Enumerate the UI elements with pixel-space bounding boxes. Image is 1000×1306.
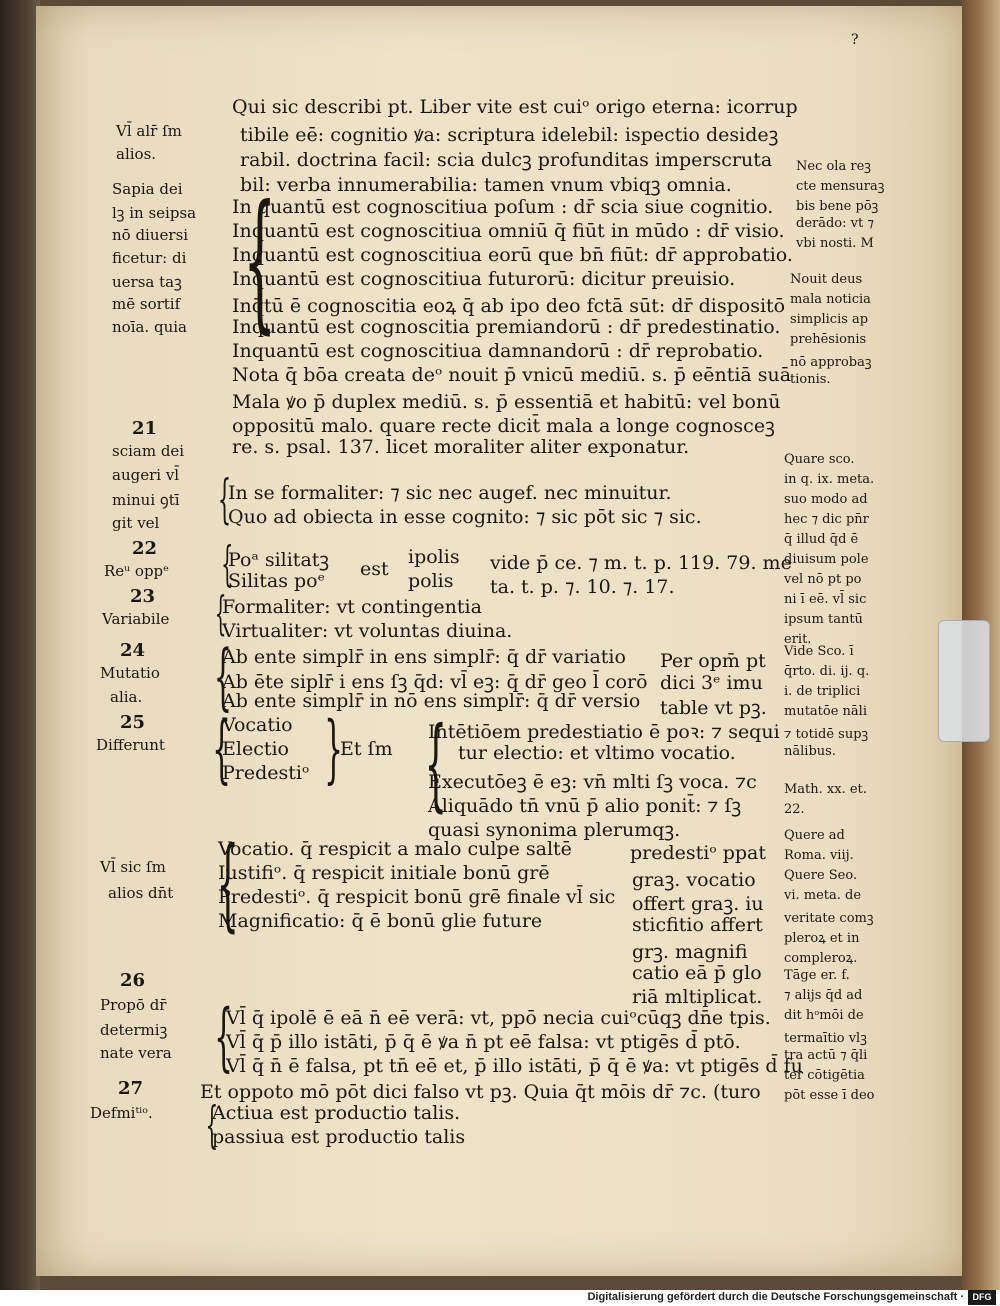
main-line: Silitas poᵉ: [228, 570, 325, 592]
main-line: Nota q̄ bōa creata deᵒ nouit p̄ vnicū mediū. s. p̄ eēntiā suā: [232, 364, 792, 386]
main-line: re. s. psal. 137. licet moraliter aliter exponatur.: [232, 436, 690, 458]
right-note: ⁊ totidē supꝫ: [784, 727, 869, 742]
footer-bar: [0, 1290, 1000, 1306]
main-line: Vocatio: [222, 714, 293, 736]
right-note: ter cōtigētia: [784, 1068, 865, 1083]
left-note: alios dn̄t: [108, 884, 174, 902]
main-line: Inq̄tū ē cognoscitia eoꝝ q̄ ab ipo deo fctā sūt: dr̄ dispositō: [232, 295, 786, 317]
left-note: Variabile: [102, 610, 170, 628]
right-note: diuisum pole: [784, 552, 869, 567]
brace-mark: }: [324, 706, 343, 792]
funding-notice: Digitalisierung gefördert durch die Deutsche Forschungsgemeinschaft ·: [587, 1291, 964, 1303]
main-line: Inquantū est cognoscitia premiandorū : dr̄ predestinatio.: [232, 316, 781, 338]
right-note: termaītio vlꝫ: [784, 1031, 867, 1046]
left-note: sciam dei: [112, 442, 185, 460]
right-note: dit hᵒmōi de: [784, 1008, 864, 1023]
main-line: Inquantū est cognoscitiua damnandorū : dr̄ reprobatio.: [232, 340, 764, 362]
right-note: vi. meta. de: [784, 888, 862, 903]
main-line: ta. t. p. ⁊. 10. ⁊. 17.: [490, 576, 675, 598]
main-line: In quantū est cognoscitiua poſum : dr̄ scia siue cognitio.: [232, 196, 774, 218]
main-line: tur electio: et vltimo vocatio.: [458, 742, 736, 764]
brace-mark: {: [214, 994, 233, 1080]
main-line: Formaliter: vt contingentia: [222, 596, 482, 618]
main-line: graꝫ. vocatio: [632, 869, 756, 891]
right-note: veritate comꝫ: [784, 911, 874, 926]
main-line: Per opm̄ pt: [660, 650, 766, 672]
left-note: Reᵘ oppᵉ: [104, 562, 169, 580]
book-binding: [0, 0, 40, 1290]
section-number: 22: [132, 538, 158, 559]
right-note: Quere ad: [784, 828, 845, 843]
right-note: mala noticia: [790, 292, 871, 307]
main-line: Inquantū est cognoscitiua eorū que bn̄ fiūt: dr̄ approbatio.: [232, 244, 793, 266]
brace-mark: {: [205, 1096, 219, 1154]
brace-mark: {: [221, 536, 234, 592]
right-note: Quere Seo.: [784, 868, 858, 883]
bookmark-clip: [938, 620, 990, 742]
main-line: Iustifiᵒ. q̄ respicit initiale bonū grē: [218, 862, 550, 884]
main-line: Virtualiter: vt voluntas diuina.: [222, 620, 513, 642]
main-line: bil: verba innumerabilia: tamen vnum vbiqꝫ omnia.: [240, 174, 732, 196]
right-note: Roma. viij.: [784, 848, 854, 863]
brace-mark: {: [216, 825, 239, 942]
right-note: hec ⁊ dic pn̄r: [784, 512, 869, 527]
dfg-logo-icon: DFG: [968, 1290, 996, 1305]
right-note: in q. ix. meta.: [784, 472, 875, 487]
right-note: simplicis ap: [790, 312, 869, 327]
section-number: 23: [130, 586, 156, 607]
main-line: Electio: [222, 738, 289, 760]
main-line: Actiua est productio talis.: [212, 1102, 461, 1124]
main-line: table vt pꝫ.: [660, 697, 767, 719]
brace-mark: {: [213, 634, 233, 718]
left-note: Defmiᵗⁱᵒ.: [90, 1104, 153, 1122]
brace-mark: {: [217, 470, 232, 530]
section-number: 25: [120, 712, 146, 733]
right-note: ni ī eē. vl̄ sic: [784, 592, 867, 607]
left-note: minui ꝯtī: [112, 491, 180, 509]
main-line: offert graꝫ. iu: [632, 893, 764, 915]
section-number: 24: [120, 640, 146, 661]
main-line: oppositū malo. quare recte dicit̄ mala a longe cognosceꝫ: [232, 415, 775, 437]
main-line: est: [360, 558, 389, 580]
right-note: Nec ola reꝫ: [796, 159, 871, 174]
brace-mark: {: [214, 586, 227, 640]
main-line: Executōeꝫ ē eꝫ: vn̄ mlti ſꝫ voca. ⁊c: [428, 771, 757, 793]
folio-mark: ?: [851, 32, 859, 48]
main-line: Inquantū est cognoscitiua omniū q̄ fiūt in mūdo : dr̄ visio.: [232, 220, 785, 242]
main-line: rabil. doctrina facil: scia dulcꝫ profunditas imperscruta: [240, 149, 773, 171]
right-note: q̄ illud q̄d ē: [784, 532, 859, 547]
main-line: Aliquādo tn̄ vnū p̄ alio ponit̄: ⁊ ſꝫ: [428, 795, 742, 817]
right-note: tionis.: [790, 372, 831, 387]
right-note: Tāge er. f.: [784, 968, 850, 983]
right-note: Quare sco.: [784, 452, 855, 467]
main-line: vide p̄ ce. ⁊ m. t. p. 119. 79. me: [490, 552, 792, 574]
right-note: derādo: vt ⁊: [796, 216, 874, 231]
main-line: Et ſm: [340, 738, 393, 760]
main-line: Vl̄ q̄ p̄ illo istāti, p̄ q̄ ē ꝟa n̄ pt eē falsa: vt ptigēs d̄ ptō.: [226, 1031, 741, 1053]
main-line: Poᵃ silitatꝫ: [228, 549, 330, 571]
right-note: erit.: [784, 632, 812, 647]
main-line: Intētiōem predestiatio ē poꝛ: ⁊ sequi: [428, 721, 780, 743]
left-note: lꝫ in seipsa: [112, 204, 197, 222]
right-note: bis bene pōꝫ: [796, 199, 879, 214]
main-line: dici 3ᵉ imu: [660, 672, 763, 694]
right-note: tra actū ⁊ q̄li: [784, 1048, 868, 1063]
main-line: predestiᵒ ppat: [630, 842, 767, 864]
brace-mark: {: [243, 174, 277, 348]
left-note: ficetur: di: [112, 249, 187, 267]
right-note: compleroꝝ.: [784, 951, 858, 966]
right-note: nālibus.: [784, 744, 836, 759]
right-note: vbi nosti. M: [796, 236, 874, 251]
main-line: Ab ente simplr̄ in nō ens simplr̄: q̄ dr̄ versio: [222, 690, 641, 712]
right-note: Math. xx. et.: [784, 782, 867, 797]
main-line: tibile eē: cognitio ꝟa: scriptura idelebil: ispectio desideꝫ: [240, 124, 779, 146]
left-note: Mutatio: [100, 664, 160, 682]
section-number: 21: [132, 418, 158, 439]
right-note: pleroꝝ et in: [784, 931, 860, 946]
main-line: Magnificatio: q̄ ē bonū glie future: [218, 910, 543, 932]
left-note: uersa taꝫ: [112, 273, 182, 291]
right-note: 22.: [784, 802, 805, 817]
left-note: nate vera: [100, 1044, 172, 1062]
section-number: 27: [118, 1078, 144, 1099]
main-line: Predestiᵒ: [222, 762, 310, 784]
main-line: In se formaliter: ⁊ sic nec augef. nec minuitur.: [228, 482, 672, 504]
section-number: 26: [120, 970, 146, 991]
main-line: Vl̄ q̄ n̄ ē falsa, pt tn̄ eē et, p̄ illo istāti, p̄ q̄ ē ꝟa: vt ptigēs d̄ fu: [226, 1055, 803, 1077]
main-line: grꝫ. magnifi: [632, 941, 748, 963]
right-note: prehēsionis: [790, 332, 867, 347]
main-line: quasi synonima plerumqꝫ.: [428, 819, 681, 841]
main-line: sticfitio affert: [632, 914, 763, 936]
main-line: riā mltiplicat.: [632, 986, 763, 1008]
left-note: mē sortif: [112, 295, 181, 313]
main-line: ipolis: [408, 546, 460, 568]
main-line: Ab ente simplr̄ in ens simplr̄: q̄ dr̄ variatio: [222, 646, 626, 668]
left-note: git vel: [112, 514, 160, 532]
right-note: cte mensuraꝫ: [796, 179, 885, 194]
main-line: polis: [408, 570, 454, 592]
left-note: Sapia dei: [112, 180, 183, 198]
right-note: pōt esse ī deo: [784, 1088, 875, 1103]
right-note: vel nō pt po: [784, 572, 862, 587]
right-note: Vide Sco. ī: [784, 644, 854, 659]
main-line: catio eā p̄ glo: [632, 962, 762, 984]
right-note: ipsum tantū: [784, 612, 863, 627]
main-line: vl̄ sic: [566, 886, 616, 908]
main-line: Mala ꝟo p̄ duplex mediū. s. p̄ essentiā et habitū: vel bonū: [232, 391, 781, 413]
right-note: suo modo ad: [784, 492, 868, 507]
right-note: i. de triplici: [784, 684, 861, 699]
main-line: passiua est productio talis: [212, 1126, 466, 1148]
left-note: determiꝫ: [100, 1021, 168, 1039]
main-line: Vl̄ q̄ ipolē ē eā n̄ eē verā: vt, ppō necia cuiᵒcūqꝫ dn̄e tpis.: [226, 1007, 771, 1029]
main-line: Ab ēte siplr̄ i ens ſꝫ q̄d: vl̄ eꝫ: q̄ dr̄ geo l̄ corō: [222, 671, 648, 693]
left-note: augeri vl̄: [112, 466, 180, 484]
left-note: Propō dr̄: [100, 996, 167, 1014]
right-note: Nouit deus: [790, 272, 863, 287]
main-line: Qui sic describi pt. Liber vite est cuiᵒ origo eterna: icorrup: [232, 96, 798, 118]
main-line: Predestiᵒ. q̄ respicit bonū grē finale: [218, 886, 561, 908]
right-note: q̄rto. di. ij. q.: [784, 664, 870, 679]
main-line: Et oppoto mō pōt dici falso vt pꝫ. Quia q̄t mōis dr̄ ⁊c. (turo: [200, 1081, 761, 1103]
brace-mark: {: [424, 705, 447, 822]
left-note: Vl̄ sic ſm: [100, 858, 166, 876]
right-note: nō approbaꝫ: [790, 355, 872, 370]
brace-mark: {: [212, 706, 231, 792]
main-line: Quo ad obiecta in esse cognito: ⁊ sic pōt sic ⁊ sic.: [228, 506, 702, 528]
left-note: alios.: [116, 145, 157, 163]
left-note: alia.: [110, 688, 143, 706]
right-note: ⁊ alijs q̄d ad: [784, 988, 863, 1003]
left-note: nō diuersi: [112, 226, 189, 244]
main-line: Vocatio. q̄ respicit a malo culpe saltē: [218, 838, 572, 860]
right-note: mutatōe nāli: [784, 704, 867, 719]
main-line: Inquantū est cognoscitiua futurorū: dicitur preuisio.: [232, 268, 736, 290]
left-note: Differunt: [96, 736, 165, 754]
left-note: noīa. quia: [112, 318, 187, 336]
left-note: Vl̄ alr̄ ſm: [116, 122, 182, 140]
